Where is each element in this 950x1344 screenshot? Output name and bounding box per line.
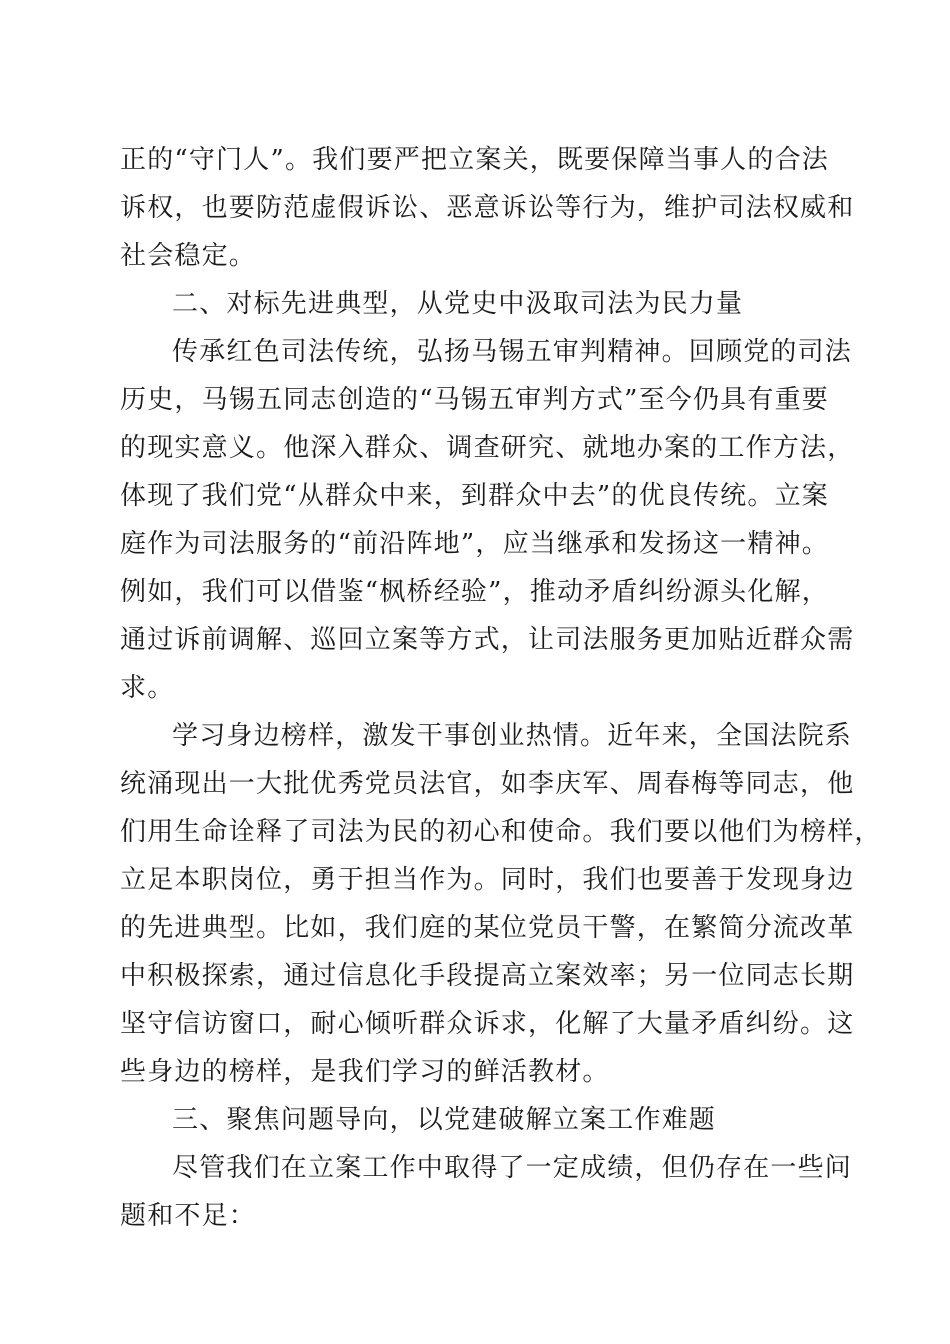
paragraph-start-line: 学习身边榜样，激发干事创业热情。近年来，全国法院系: [172, 721, 853, 751]
body-text-line: 例如，我们可以借鉴“枫桥经验”，推动矛盾纠纷源头化解，: [120, 577, 829, 607]
body-text-line: 庭作为司法服务的“前沿阵地”，应当继承和发扬这一精神。: [120, 529, 829, 559]
body-text-line: 正的“守门人”。我们要严把立案关，既要保障当事人的合法: [120, 145, 829, 175]
body-text-line: 坚守信访窗口，耐心倾听群众诉求，化解了大量矛盾纠纷。这: [120, 1009, 855, 1039]
body-text-line: 的先进典型。比如，我们庭的某位党员干警，在繁简分流改革: [120, 913, 855, 943]
body-text-line: 们用生命诠释了司法为民的初心和使命。我们要以他们为榜样，: [120, 817, 882, 847]
section-heading-3: 三、聚焦问题导向，以党建破解立案工作难题: [172, 1105, 717, 1135]
body-text-line: 中积极探索，通过信息化手段提高立案效率；另一位同志长期: [120, 961, 855, 991]
body-text-line: 通过诉前调解、巡回立案等方式，让司法服务更加贴近群众需: [120, 625, 855, 655]
body-text-line: 题和不足：: [120, 1201, 257, 1231]
body-text-line: 统涌现出一大批优秀党员法官，如李庆军、周春梅等同志，他: [120, 769, 855, 799]
body-text-line: 诉权，也要防范虚假诉讼、恶意诉讼等行为，维护司法权威和: [120, 193, 855, 223]
body-text-line: 体现了我们党“从群众中来，到群众中去”的优良传统。立案: [120, 481, 829, 511]
body-text-line: 求。: [120, 673, 175, 703]
body-text-line: 历史，马锡五同志创造的“马锡五审判方式”至今仍具有重要: [120, 385, 829, 415]
section-heading-2: 二、对标先进典型，从党史中汲取司法为民力量: [172, 289, 744, 319]
body-text-line: 些身边的榜样，是我们学习的鲜活教材。: [120, 1057, 610, 1087]
body-text-line: 社会稳定。: [120, 241, 257, 271]
body-text-line: 立足本职岗位，勇于担当作为。同时，我们也要善于发现身边: [120, 865, 855, 895]
body-text-line: 的现实意义。他深入群众、调查研究、就地办案的工作方法，: [120, 433, 855, 463]
paragraph-start-line: 传承红色司法传统，弘扬马锡五审判精神。回顾党的司法: [172, 337, 853, 367]
paragraph-start-line: 尽管我们在立案工作中取得了一定成绩，但仍存在一些问: [172, 1153, 853, 1183]
